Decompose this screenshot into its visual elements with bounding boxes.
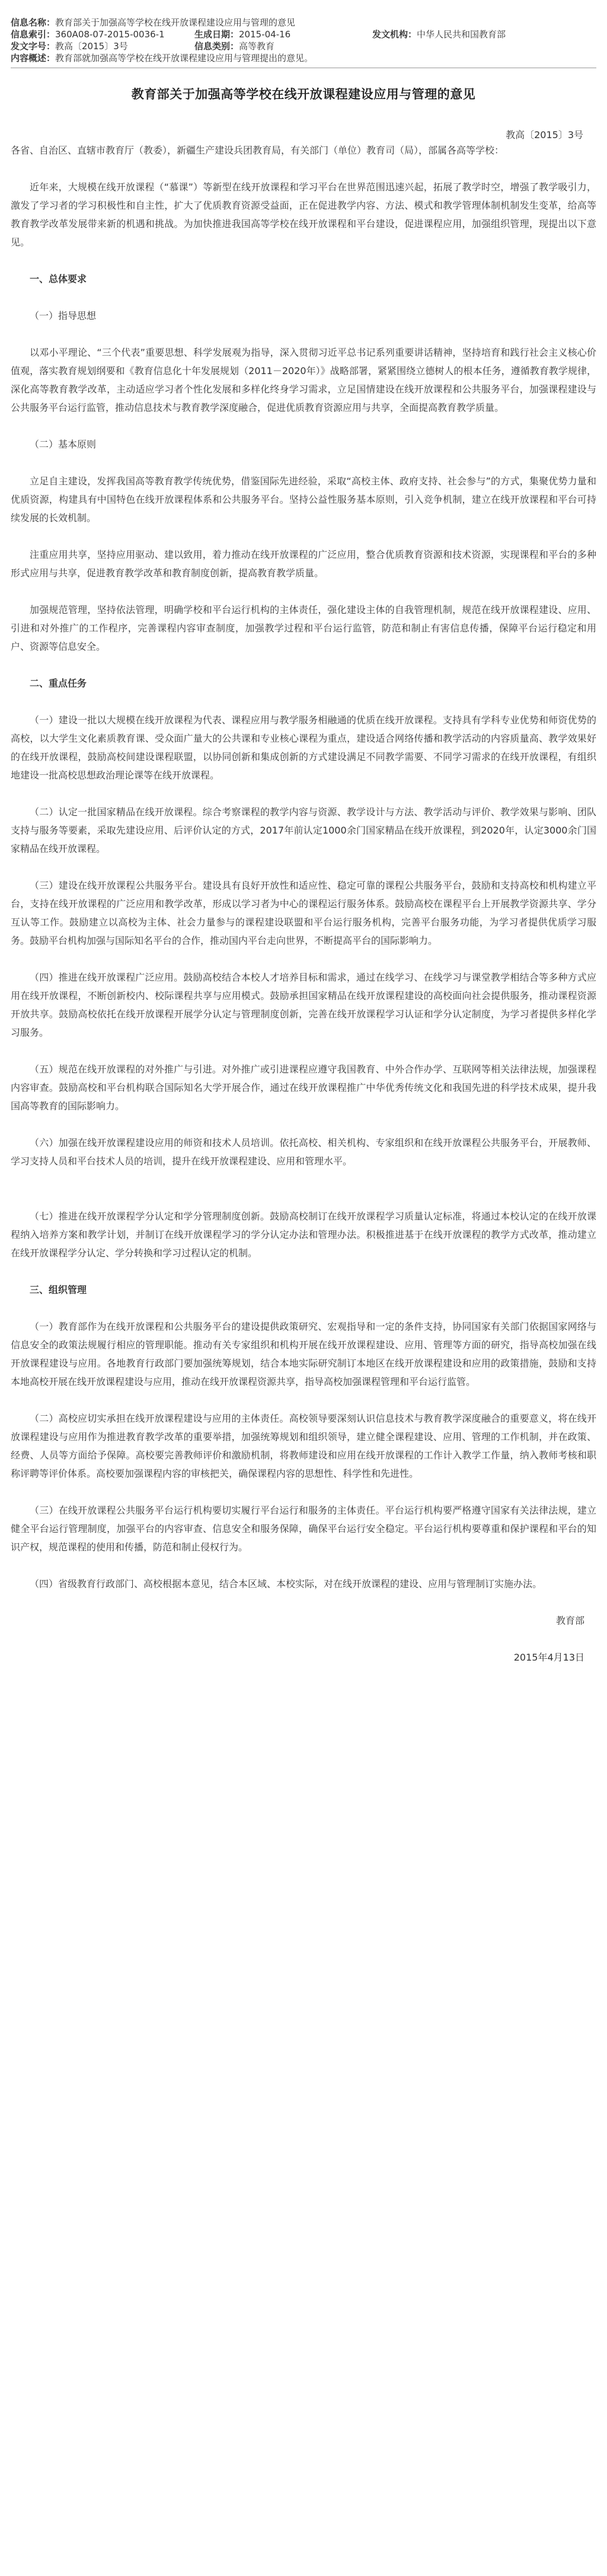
paragraph-2-7: （七）推进在线开放课程学分认定和学分管理制度创新。鼓励高校制订在线开放课程学习质量认定标准，将通过本校认定的在线开放课程纳入培养方案和教学计划，并制订在线开放课程学习的学分认定办法和管理办法。积极推进基于在线开放课程的教学方式改革，推动建立在线开放课程学分认定、学分转换和学习过程认定的机制。 — [11, 1211, 596, 1259]
info-summary-label: 内容概述： — [11, 53, 56, 63]
paragraph-2-5: （五）规范在线开放课程的对外推广与引进。对外推广或引进课程应遵守我国教育、中外合作办学、互联网等相关法律法规，加强课程内容审查。鼓励高校和平台机构联合国际知名大学开展合作，通过在线开放课程推广中华优秀传统文化和我国先进的科学技术成果，提升我国高等教育的国际影响力。 — [11, 1064, 596, 1112]
paragraph-2-1: （一）建设一批以大规模在线开放课程为代表、课程应用与教学服务相融通的优质在线开放课程。支持具有学科专业优势和师资优势的高校，以大学生文化素质教育课、受众面广量大的公共课和专业核心课程为重点，建设适合网络传播和教学活动的内容质量高、教学效果好的在线开放课程，鼓励高校间建设课程联盟，以协同创新和集成创新的方式建设满足不同教学需要、不同学习需求的在线开放课程，有组织地建设一批高校思想政治理论课等在线开放课程。 — [11, 714, 596, 781]
info-row-docno — [11, 40, 596, 52]
paragraph-1-2-b: 注重应用共享，坚持应用驱动、建以致用，着力推动在线开放课程的广泛应用，整合优质教育资源和技术资源，实现课程和平台的多种形式应用与共享，促进教育教学改革和教育制度创新，提高教育教学质量。 — [11, 549, 596, 579]
paragraph-3-3: （三）在线开放课程公共服务平台运行机构要切实履行平台运行和服务的主体责任。平台运行机构要严格遵守国家有关法律法规，建立健全平台运行管理制度，加强平台的内容审查、信息安全和服务保障，确保平台运行安全稳定。平台运行机构要尊重和保护课程和平台的知识产权，规范课程的使用和传播，防范和制止侵权行为。 — [11, 1505, 596, 1553]
info-issuer-value: 中华人民共和国教育部 — [417, 29, 506, 40]
intro-paragraph: 近年来，大规模在线开放课程（“慕课”）等新型在线开放课程和学习平台在世界范围迅速兴起，拓展了教学时空，增强了教学吸引力，激发了学习者的学习积极性和自主性，扩大了优质教育资源受益面，正在促进教学内容、方法、模式和教学管理体制机制发生变革，给高等教育教学改革发展带来新的机遇和挑战。为加快推进我国高等学校在线开放课程和平台建设，促进课程应用，加强组织管理，现提出以下意见。 — [11, 181, 596, 248]
section-heading-1: 一、总体要求 — [30, 273, 87, 285]
document-number: 教高〔2015〕3号 — [506, 129, 583, 141]
info-row-title — [11, 17, 596, 28]
info-title-value: 教育部关于加强高等学校在线开放课程建设应用与管理的意见 — [55, 17, 296, 28]
info-row-index — [11, 28, 596, 40]
info-category-label: 信息类别： — [194, 41, 239, 52]
section-heading-2: 二、重点任务 — [30, 678, 87, 689]
subsection-heading-1-2: （二）基本原则 — [30, 439, 97, 450]
recipients: 各省、自治区、直辖市教育厅（教委），新疆生产建设兵团教育局，有关部门（单位）教育司（局），部属各高等学校： — [11, 145, 504, 156]
info-index-label: 信息索引： — [11, 29, 56, 40]
paragraph-1-2-c: 加强规范管理，坚持依法管理，明确学校和平台运行机构的主体责任，强化建设主体的自我管理机制，规范在线开放课程建设、应用、引进和对外推广的工作程序，完善课程内容审查制度，加强教学过程和平台运行监管，防范和制止有害信息传播，保障平台运行稳定和用户、资源等信息安全。 — [11, 604, 596, 652]
paragraph-3-2: （二）高校应切实承担在线开放课程建设与应用的主体责任。高校领导要深刻认识信息技术与教育教学深度融合的重要意义，将在线开放课程建设与应用作为推进教育教学改革的重要举措，加强统筹规划和组织领导，建立健全课程建设、应用、管理的工作机制，并在政策、经费、人员等方面给予保障。高校要完善教师评价和激励机制，将教师建设和应用在线开放课程的工作计入教学工作量，纳入教师考核和职称评聘等评价体系。高校要加强课程内容的审核把关，确保课程内容的思想性、科学性和先进性。 — [11, 1413, 596, 1479]
section-heading-3: 三、组织管理 — [30, 1284, 87, 1295]
info-docno-label: 发文字号： — [11, 41, 56, 52]
info-date-value: 2015-04-16 — [239, 29, 291, 40]
info-category-value: 高等教育 — [239, 41, 275, 52]
subsection-heading-1-1: （一）指导思想 — [30, 310, 97, 321]
paragraph-1-1: 以邓小平理论、“三个代表”重要思想、科学发展观为指导，深入贯彻习近平总书记系列重要讲话精神，坚持培育和践行社会主义核心价值观，落实教育规划纲要和《教育信息化十年发展规划（2011－2020年）》战略部署，紧紧围绕立德树人的根本任务，遵循教育教学规律，深化高等教育教学改革，主动适应学习者个性化发展和多样化终身学习需求，立足国情建设在线开放课程和公共服务平台，加强课程建设与公共服务平台运行监管，推动信息技术与教育教学深度融合，促进优质教育资源应用与共享，全面提高教育教学质量。 — [11, 347, 596, 413]
document-title: 教育部关于加强高等学校在线开放课程建设应用与管理的意见 — [131, 87, 476, 101]
signer: 教育部 — [555, 1615, 584, 1626]
document-body — [11, 141, 596, 1667]
paragraph-2-3: （三）建设在线开放课程公共服务平台。建设具有良好开放性和适应性、稳定可靠的课程公共服务平台，鼓励和支持高校和机构建立平台，支持在线开放课程的广泛应用和教学改革，形成以学习者为中心的课程运行服务体系。鼓励高校在课程平台上开展教学资源共享、学分互认等工作。鼓励建立以高校为主体、社会力量参与的课程建设联盟和平台运行服务机构，完善平台服务功能，为学习者提供优质学习服务。鼓励平台机构加强与国际知名平台的合作，推动国内平台走向世界，不断提高平台的国际影响力。 — [11, 880, 596, 946]
info-title-label: 信息名称： — [11, 17, 56, 28]
signature-date: 2015年4月13日 — [513, 1652, 584, 1663]
info-row-summary — [11, 52, 596, 64]
paragraph-1-2-a: 立足自主建设，发挥我国高等教育教学传统优势，借鉴国际先进经验，采取“高校主体、政府支持、社会参与”的方式，集聚优势力量和优质资源，构建具有中国特色在线开放课程体系和公共服务平台。坚持公益性服务基本原则，引入竞争机制，建立在线开放课程和平台可持续发展的长效机制。 — [11, 475, 596, 524]
info-docno-value: 教高〔2015〕3号 — [55, 41, 128, 52]
info-date-label: 生成日期： — [194, 29, 239, 40]
paragraph-2-2: （二）认定一批国家精品在线开放课程。综合考察课程的教学内容与资源、教学设计与方法、教学活动与评价、教学效果与影响、团队支持与服务等要素，采取先建设应用、后评价认定的方式，2017年前认定1000余门国家精品在线开放课程，到2020年，认定3000余门国家精品在线开放课程。 — [11, 806, 596, 854]
info-summary-value: 教育部就加强高等学校在线开放课程建设应用与管理提出的意见。 — [55, 53, 314, 63]
paragraph-2-6: （六）加强在线开放课程建设应用的师资和技术人员培训。依托高校、相关机构、专家组织和在线开放课程公共服务平台，开展教师、学习支持人员和平台技术人员的培训，提升在线开放课程建设、应用和管理水平。 — [11, 1137, 596, 1167]
info-issuer-label: 发文机构： — [372, 29, 417, 40]
paragraph-2-4: （四）推进在线开放课程广泛应用。鼓励高校结合本校人才培养目标和需求，通过在线学习、在线学习与课堂教学相结合等多种方式应用在线开放课程，不断创新校内、校际课程共享与应用模式。鼓励承担国家精品在线开放课程建设的高校面向社会提供服务，推动课程资源开放共享。鼓励高校依托在线开放课程开展学分认定与管理制度创新，完善在线开放课程学习认证和学分认定制度，为学习者提供多样化学习服务。 — [11, 972, 596, 1038]
paragraph-3-4: （四）省级教育行政部门、高校根据本意见，结合本区域、本校实际，对在线开放课程的建设、应用与管理制订实施办法。 — [30, 1578, 542, 1589]
info-index-value: 360A08-07-2015-0036-1 — [55, 29, 165, 40]
info-block — [11, 17, 596, 64]
paragraph-3-1: （一）教育部作为在线开放课程和公共服务平台的建设提供政策研究、宏观指导和一定的条件支持，协同国家有关部门依据国家网络与信息安全的政策法规履行相应的管理职能。推动有关专家组织和机构开展在线开放课程建设、应用、管理等方面的研究，指导高校加强在线开放课程建设与应用。各地教育行政部门要加强统筹规划，结合本地实际研究制订本地区在线开放课程建设和应用的政策措施，鼓励和支持本地高校开展在线开放课程建设与应用，推动在线开放课程资源共享，指导高校加强课程管理和平台运行监管。 — [11, 1321, 596, 1387]
